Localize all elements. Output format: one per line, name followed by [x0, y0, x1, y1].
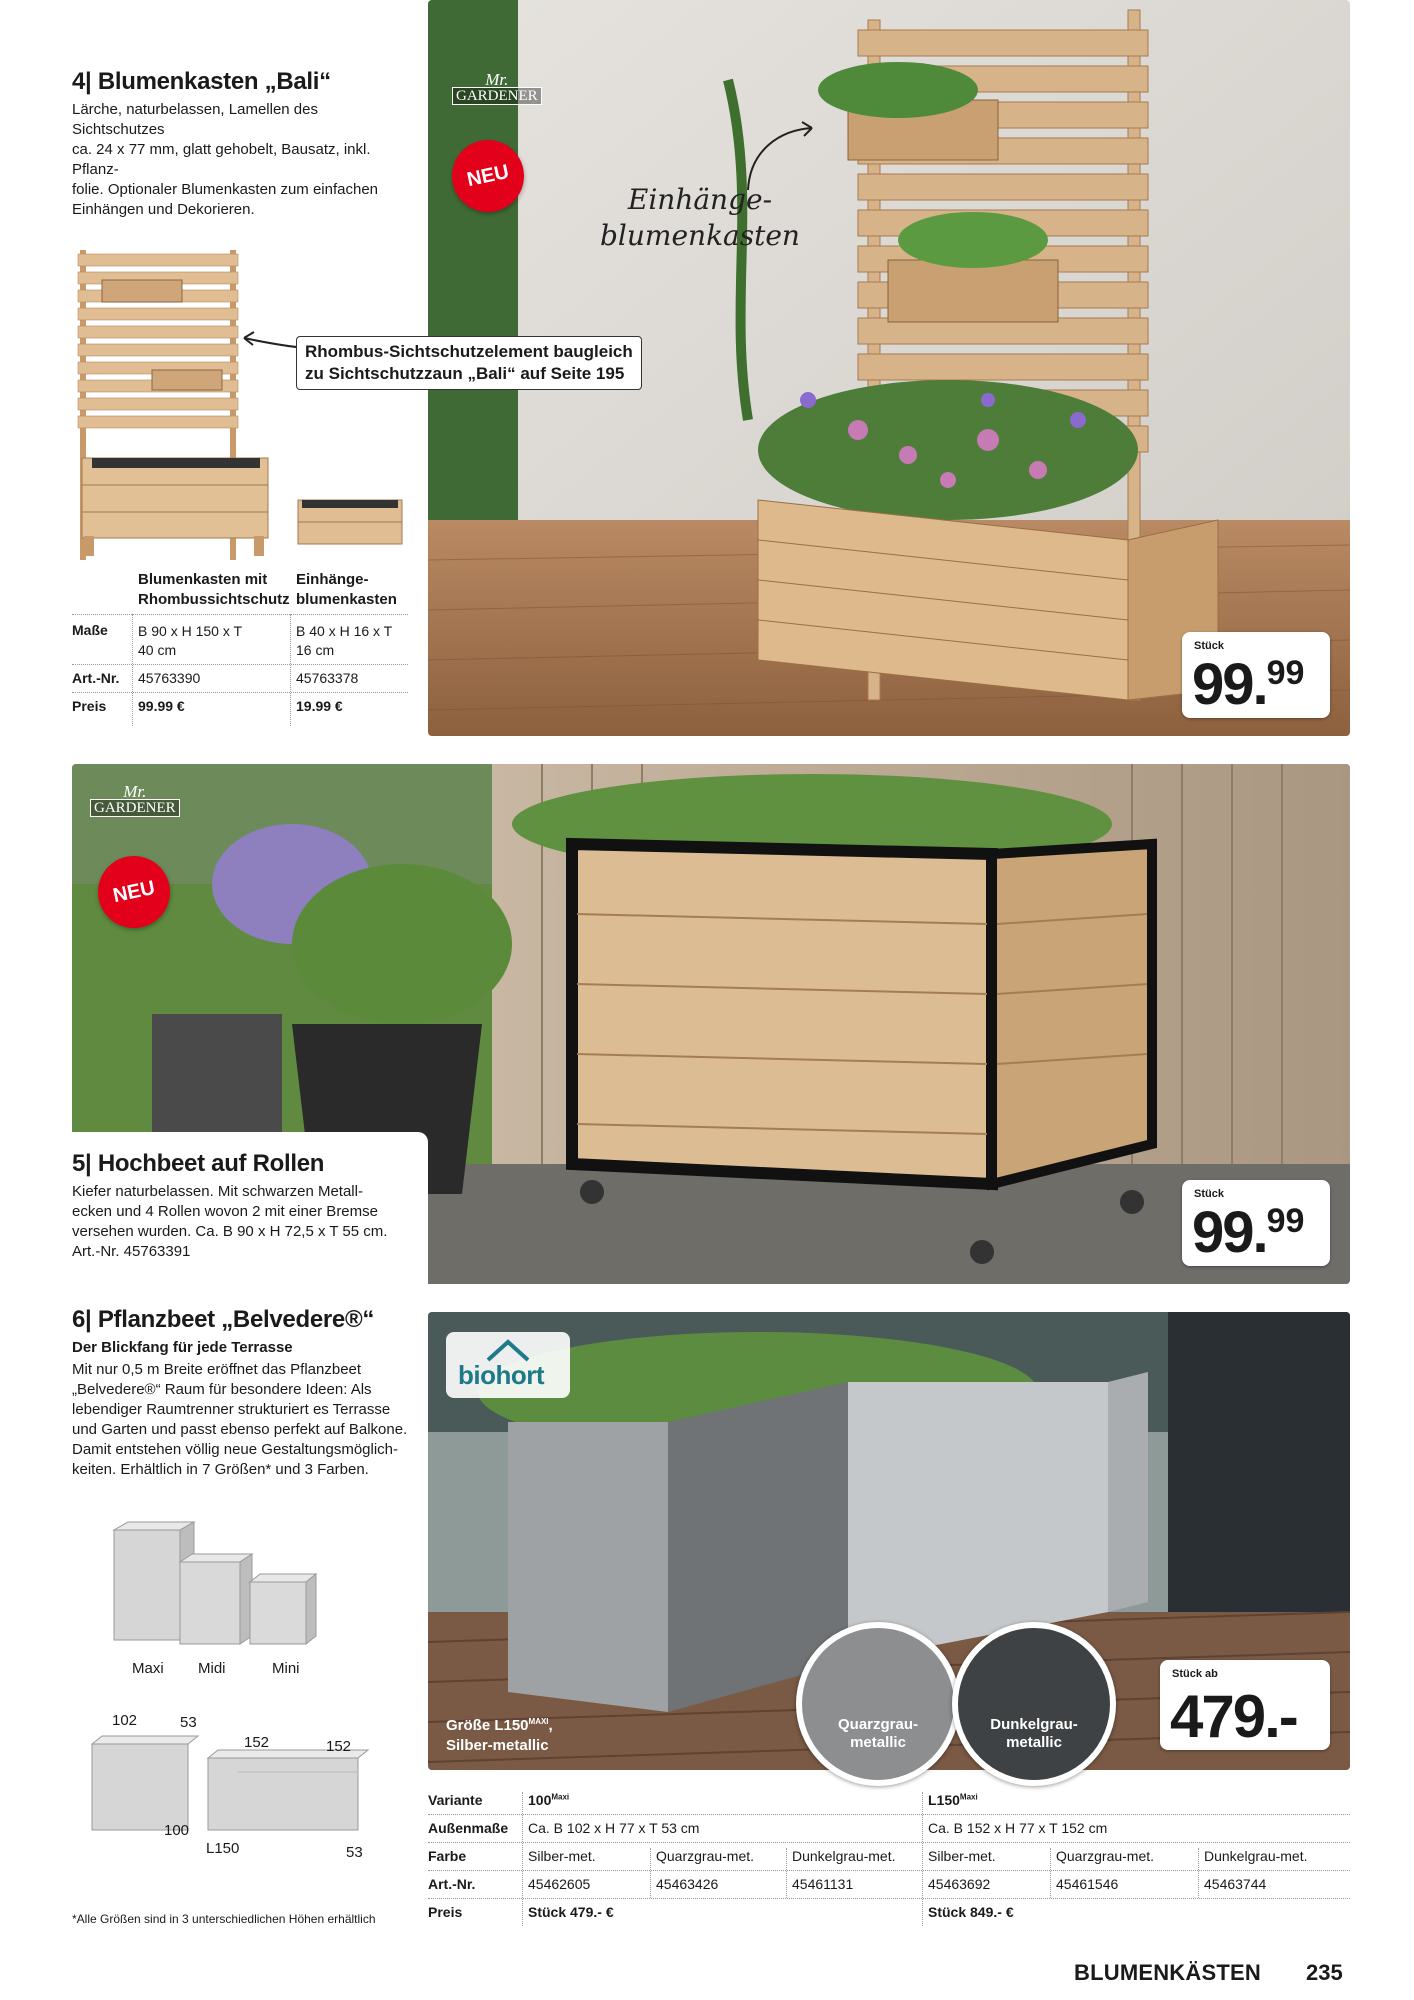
- variant-l150-name: L150: [928, 1792, 960, 1808]
- s6-desc-line: lebendiger Raumtrenner strukturiert es Terrasse: [72, 1401, 391, 1418]
- s6-desc-line: Mit nur 0,5 m Breite eröffnet das Pflanzbeet: [72, 1361, 362, 1378]
- brand-mr: Mr.: [123, 782, 147, 801]
- row-label-aussenmasse: Außenmaße: [428, 1820, 509, 1836]
- s6-desc-line: und Garten und passt ebenso perfekt auf Balkone.: [72, 1421, 408, 1438]
- price-cents: 99: [1266, 1202, 1305, 1240]
- s5-brand-logo: [90, 784, 180, 816]
- s6-desc-line: „Belvedere®“ Raum für besondere Ideen: Als: [72, 1381, 372, 1398]
- artnr-cell: 45463426: [656, 1876, 719, 1892]
- price-l150: Stück 849.- €: [928, 1904, 1014, 1920]
- swatch-dunkelgrau[interactable]: [952, 1622, 1116, 1786]
- s4-row-label-preis: Preis: [72, 698, 107, 714]
- s4-masse-v2: B 40 x H 16 x T 16 cm: [296, 623, 392, 658]
- brand-mr: Mr.: [485, 70, 509, 89]
- s5-desc-line: versehen wurden. Ca. B 90 x H 72,5 x T 55 cm.: [72, 1223, 388, 1240]
- price-100: Stück 479.- €: [528, 1904, 614, 1920]
- price-unit-label: Stück: [1194, 1188, 1224, 1200]
- caption-line: Silber-metallic: [446, 1737, 549, 1754]
- s6-size-illustration: [110, 1520, 350, 1650]
- s6-desc-line: keiten. Erhältlich in 7 Größen* und 3 Farben.: [72, 1461, 369, 1478]
- s4-desc-line: ca. 24 x 77 mm, glatt gehobelt, Bausatz, inkl. Pflanz-: [72, 141, 371, 178]
- s4-neu-badge: NEU: [445, 133, 530, 218]
- dim-l150-width2: 152: [326, 1738, 352, 1755]
- brand-gardener: GARDENER: [452, 87, 542, 105]
- dim-100-width: 102: [112, 1712, 138, 1729]
- s4-callout: [296, 336, 642, 390]
- artnr-cell: 45461131: [792, 1876, 854, 1892]
- footer-section-title: BLUMENKÄSTEN: [1074, 1960, 1261, 1985]
- color-cell: Silber-met.: [528, 1848, 596, 1864]
- artnr-cell: 45461546: [1056, 1876, 1119, 1892]
- s5-description: [72, 1182, 422, 1262]
- s4-col2-head: [296, 570, 416, 610]
- s4-title: 4| Blumenkasten „Bali“: [72, 68, 331, 95]
- s4-callout-line: Rhombus-Sichtschutzelement baugleich: [305, 342, 633, 361]
- price-main: 99.: [1192, 652, 1267, 717]
- s4-hanging-box-illustration: [296, 494, 404, 550]
- s5-title: 5| Hochbeet auf Rollen: [72, 1150, 325, 1177]
- variant-100: [528, 1792, 569, 1808]
- s5-neu-badge: NEU: [91, 849, 176, 934]
- s4-col2-head-line: blumenkasten: [296, 591, 397, 608]
- s4-col1-head-line: Rhombussichtschutz: [138, 591, 290, 608]
- s4-price-tag: [1182, 632, 1330, 718]
- size-label-mini: Mini: [272, 1660, 300, 1677]
- dims-100: Ca. B 102 x H 77 x T 53 cm: [528, 1820, 700, 1836]
- s4-handwriting-arrow-icon: [740, 120, 820, 200]
- s4-desc-line: Einhängen und Dekorieren.: [72, 201, 255, 218]
- s6-title: 6| Pflanzbeet „Belvedere®“: [72, 1306, 375, 1333]
- dims-l150: Ca. B 152 x H 77 x T 152 cm: [928, 1820, 1108, 1836]
- s5-text-panel: [56, 1132, 428, 1292]
- handwriting-line: blumenkasten: [600, 219, 800, 252]
- price-cents: 99: [1266, 654, 1305, 692]
- price-main: 99.: [1192, 1200, 1267, 1265]
- row-label-artnr: Art.-Nr.: [428, 1876, 476, 1892]
- dim-l150-depth: 53: [346, 1844, 363, 1861]
- dim-100-depth: 53: [180, 1714, 197, 1731]
- s4-brand-logo: [452, 72, 542, 104]
- dim-l150-label: L150: [206, 1840, 240, 1857]
- s4-desc-line: Lärche, naturbelassen, Lamellen des Sichtschutzes: [72, 101, 318, 138]
- size-label-maxi: Maxi: [132, 1660, 164, 1677]
- artnr-cell: 45462605: [528, 1876, 591, 1892]
- brand-gardener: GARDENER: [90, 799, 180, 817]
- swatch-label: [802, 1716, 954, 1752]
- s5-desc-line: ecken und 4 Rollen wovon 2 mit einer Bremse: [72, 1203, 378, 1220]
- s4-preis-v1: 99.99 €: [138, 698, 185, 714]
- color-cell: Quarzgrau-met.: [1056, 1848, 1155, 1864]
- price-value: 479.-: [1170, 1683, 1297, 1750]
- price-value: [1192, 644, 1305, 717]
- color-cell: Silber-met.: [928, 1848, 996, 1864]
- price-unit-label: Stück: [1194, 640, 1224, 652]
- s6-footnote: *Alle Größen sind in 3 unterschiedlichen Höhen erhältlich: [72, 1912, 376, 1926]
- variant-100-sup: Maxi: [551, 1792, 570, 1802]
- artnr-cell: 45463744: [1204, 1876, 1267, 1892]
- s6-brand-logo: [446, 1332, 570, 1398]
- s4-preis-v2: 19.99 €: [296, 698, 343, 714]
- row-label-farbe: Farbe: [428, 1848, 467, 1864]
- caption-size: Größe L150: [446, 1717, 529, 1734]
- row-label-variante: Variante: [428, 1792, 483, 1808]
- s6-description: [72, 1360, 422, 1480]
- s4-col1-head-line: Blumenkasten mit: [138, 571, 268, 588]
- s4-col1-head: [138, 570, 298, 610]
- s5-price-tag: [1182, 1180, 1330, 1266]
- s5-desc-line: Kiefer naturbelassen. Mit schwarzen Metall-: [72, 1183, 363, 1200]
- artnr-cell: 45463692: [928, 1876, 991, 1892]
- s6-spec-table: [428, 1792, 1350, 1932]
- s4-artnr-v1: 45763390: [138, 670, 201, 686]
- s5-desc-line: Art.-Nr. 45763391: [72, 1243, 191, 1260]
- s4-desc-line: folie. Optionaler Blumenkasten zum einfachen: [72, 181, 379, 198]
- color-cell: Dunkelgrau-met.: [1204, 1848, 1308, 1864]
- caption-sup: MAXI: [528, 1717, 549, 1726]
- price-unit-label: Stück ab: [1172, 1668, 1218, 1680]
- s4-callout-line: zu Sichtschutzzaun „Bali“ auf Seite 195: [305, 364, 625, 383]
- caption-line: Größe $L150^{MAXI}$,: [446, 1717, 553, 1734]
- row-label-preis: Preis: [428, 1904, 463, 1920]
- brand-biohort: biohort: [458, 1360, 545, 1390]
- s4-description: [72, 100, 412, 220]
- variant-l150-sup: Maxi: [959, 1792, 978, 1802]
- swatch-label-line: Quarzgrau-: [837, 1716, 918, 1733]
- handwriting-line: Einhänge-: [627, 183, 773, 216]
- s6-subtitle: Der Blickfang für jede Terrasse: [72, 1339, 293, 1356]
- s4-product-illustration: [72, 250, 272, 560]
- s4-row-label-masse: Maße: [72, 622, 108, 638]
- color-cell: Dunkelgrau-met.: [792, 1848, 896, 1864]
- s6-desc-line: Damit entstehen völlig neue Gestaltungsmöglich-: [72, 1441, 399, 1458]
- variant-100-name: 100: [528, 1792, 552, 1808]
- swatch-label-line: metallic: [850, 1734, 906, 1751]
- variant-l150: [928, 1792, 978, 1808]
- swatch-quarzgrau[interactable]: [796, 1622, 960, 1786]
- dim-l150-width1: 152: [244, 1734, 270, 1751]
- price-value: [1192, 1192, 1305, 1265]
- s6-photo-caption: [446, 1712, 553, 1756]
- size-label-midi: Midi: [198, 1660, 226, 1677]
- s4-artnr-v2: 45763378: [296, 670, 359, 686]
- swatch-label: [958, 1716, 1110, 1752]
- s4-masse-v1: B 90 x H 150 x T 40 cm: [138, 623, 242, 658]
- color-cell: Quarzgrau-met.: [656, 1848, 755, 1864]
- footer-page-number: 235: [1306, 1960, 1343, 1985]
- s6-price-tag: [1160, 1660, 1330, 1750]
- s4-col2-head-line: Einhänge-: [296, 571, 369, 588]
- swatch-label-line: Dunkelgrau-: [990, 1716, 1078, 1733]
- s4-row-label-artnr: Art.-Nr.: [72, 670, 120, 686]
- dim-100-label: 100: [164, 1822, 190, 1839]
- swatch-label-line: metallic: [1006, 1734, 1062, 1751]
